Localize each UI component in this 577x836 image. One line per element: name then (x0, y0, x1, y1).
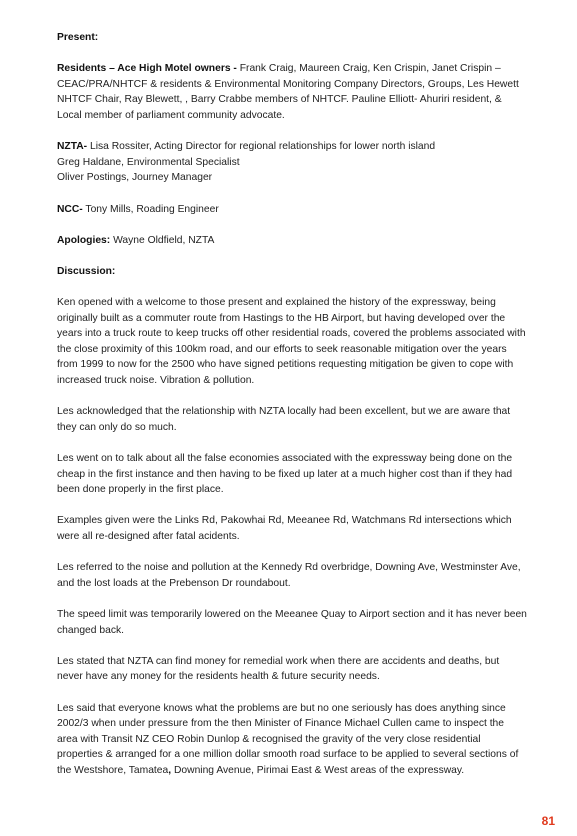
document-page (57, 30, 527, 794)
ncc-paragraph (57, 202, 527, 218)
discussion-paragraph-7: Les stated that NZTA can find money for remedial work when there are accidents and deaths, but never have any money for the residents health & future security needs. (57, 655, 500, 683)
apologies-paragraph (57, 233, 527, 249)
nzta-line-3: Oliver Postings, Journey Manager (57, 172, 213, 184)
page-number: 81 (541, 814, 555, 828)
ncc-label: NCC- (57, 203, 83, 215)
nzta-paragraph (57, 139, 527, 186)
last-paragraph-end: Downing Avenue, Pirimai East & West areas of the expressway. (171, 764, 465, 776)
last-paragraph-start: Les said that everyone knows what the problems are but no one seriously has does anything since 2002/3 when under pressure from the then Minister of Finance Michael Cullen came to inspect the area with Transit NZ CEO Robin Dunlop & recognised the gravity of the very close residential properties & arranged for a one million dollar smooth road surface to be applied to several sections of the Westshore, Tamatea (57, 702, 519, 776)
discussion-heading: Discussion: (57, 265, 116, 277)
residents-text: Frank Craig, Maureen Craig, Ken Crispin, Janet Crispin – CEAC/PRA/NHTCF & residents & Environmental Monitoring Company Directors, Groups, Les Hewett NHTCF Chair, Ray Blewett, , Barry Crabbe members of NHTCF. Pauline Elliott- Ahuriri resident, & Local member of parliament community advocate. (57, 63, 519, 121)
nzta-line-2: Greg Haldane, Environmental Specialist (57, 156, 240, 168)
discussion-paragraph-4: Examples given were the Links Rd, Pakowhai Rd, Meeanee Rd, Watchmans Rd intersections which were all re-designed after fatal acidents. (57, 515, 512, 542)
apologies-text: Wayne Oldfield, NZTA (110, 234, 215, 246)
apologies-label: Apologies: (57, 234, 111, 246)
residents-paragraph (57, 61, 527, 123)
present-heading: Present: (57, 32, 99, 43)
ncc-text: Tony Mills, Roading Engineer (82, 203, 219, 215)
discussion-paragraph-3: Les went on to talk about all the false economies associated with the expressway being done on the cheap in the first instance and then having to be fixed up later at a much higher cost than if they had been done properly in the first place. (57, 453, 513, 496)
discussion-paragraph-8 (57, 701, 527, 779)
discussion-paragraph-6: The speed limit was temporarily lowered on the Meeanee Quay to Airport section and it has never been changed back. (57, 608, 527, 636)
discussion-paragraph-5: Les referred to the noise and pollution at the Kennedy Rd overbridge, Downing Ave, Westminster Ave, and the lost loads at the Prebenson Dr roundabout. (57, 562, 521, 589)
nzta-label: NZTA- (57, 141, 88, 153)
nzta-line-1: Lisa Rossiter, Acting Director for regional relationships for lower north island (87, 141, 436, 153)
last-paragraph-comma: , (168, 764, 172, 776)
discussion-paragraph-1: Ken opened with a welcome to those present and explained the history of the expressway, being originally built as a commuter route from Hastings to the HB Airport, but having developed over the years into a truck route to keep trucks off other residential roads, covered the problems associated with the close proximity of this 100km road, and our efforts to seek reasonable mitigation over the years from 1999 to now for the 2500 who have signed petitions requesting mitigation be given to cope with increased truck noise. Vibration & pollution. (57, 297, 526, 387)
discussion-paragraph-2: Les acknowledged that the relationship with NZTA locally had been excellent, but we are aware that they can only do so much. (57, 406, 511, 433)
residents-label: Residents – Ace High Motel owners - (57, 63, 237, 75)
